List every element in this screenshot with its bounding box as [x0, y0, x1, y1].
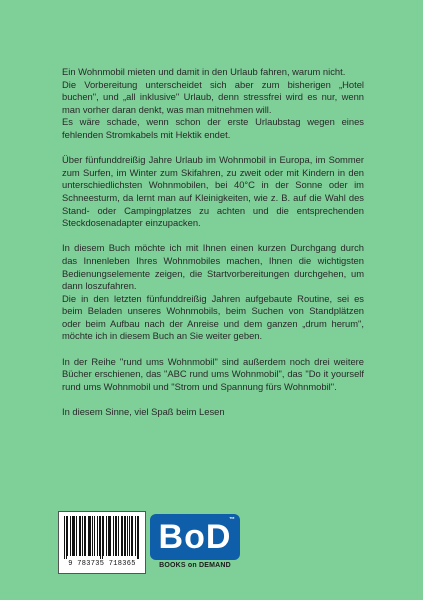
blurb-line: Ein Wohnmobil mieten und damit in den Urlaub fahren, warum nicht.: [62, 66, 346, 77]
blurb-line: Es wäre schade, wenn schon der erste Urlaubstag wegen eines fehlenden Stromkabels mit Hektik endet.: [62, 116, 364, 140]
barcode-icon: [64, 516, 140, 559]
blurb-line: Die in den letzten fünfunddreißig Jahren aufgebaute Routine, sei es beim Beladen unseres Wohnmobils, beim Suchen von Standplätzen oder beim Aufbau nach der Anreise und dem ganzen „drum herum", möchte ich in diesem Buch an Sie weiter geben.: [62, 292, 364, 342]
publisher-caption: BOOKS on DEMAND: [159, 562, 231, 569]
blurb-paragraph: Über fünfunddreißig Jahre Urlaub im Wohnmobil in Europa, im Sommer zum Surfen, im Winter zum Skifahren, zu zweit oder mit Kindern in den unterschiedlichsten Wohnmobilen, bei 40°C in der Sonne oder im Schneesturm, da lernt man auf Kleinigkeiten, wie z. B. auf die Wahl des Stand- oder Campingplatzes zu achten und die entsprechenden Steckdosenadapter einzupacken.: [62, 154, 364, 229]
bod-logo-icon: BoD ™: [150, 514, 240, 560]
blurb-text: [62, 66, 364, 431]
blurb-paragraph: [62, 242, 364, 343]
blurb-line: Die Vorbereitung unterscheidet sich aber zum bisherigen „Hotel buchen", und „all inklusive" Urlaub, denn stressfrei wird es nur, wenn man vorher daran denkt, was man mitnehmen will.: [62, 78, 364, 115]
isbn-barcode: [58, 511, 146, 574]
publisher-logo: [150, 514, 240, 572]
blurb-paragraph: In der Reihe "rund ums Wohnmobil" sind außerdem noch drei weitere Bücher erschienen, das "ABC rund ums Wohnmobil", das "Do it yourself rund ums Wohnmobil und "Strom und Spannung fürs Wohnmobil".: [62, 355, 364, 392]
isbn-number: 9 783735 718365: [68, 560, 136, 568]
blurb-paragraph: [62, 66, 364, 142]
blurb-line: In diesem Buch möchte ich mit Ihnen einen kurzen Durchgang durch das Innenleben Ihres Wohnmobiles machen, Ihnen die wichtigsten Bedienungselemente zeigen, die Startvorbereitungen durchgehen, um dann loszufahren.: [62, 242, 364, 292]
blurb-paragraph: In diesem Sinne, viel Spaß beim Lesen: [62, 406, 225, 418]
bod-logo-text: BoD: [158, 518, 232, 556]
